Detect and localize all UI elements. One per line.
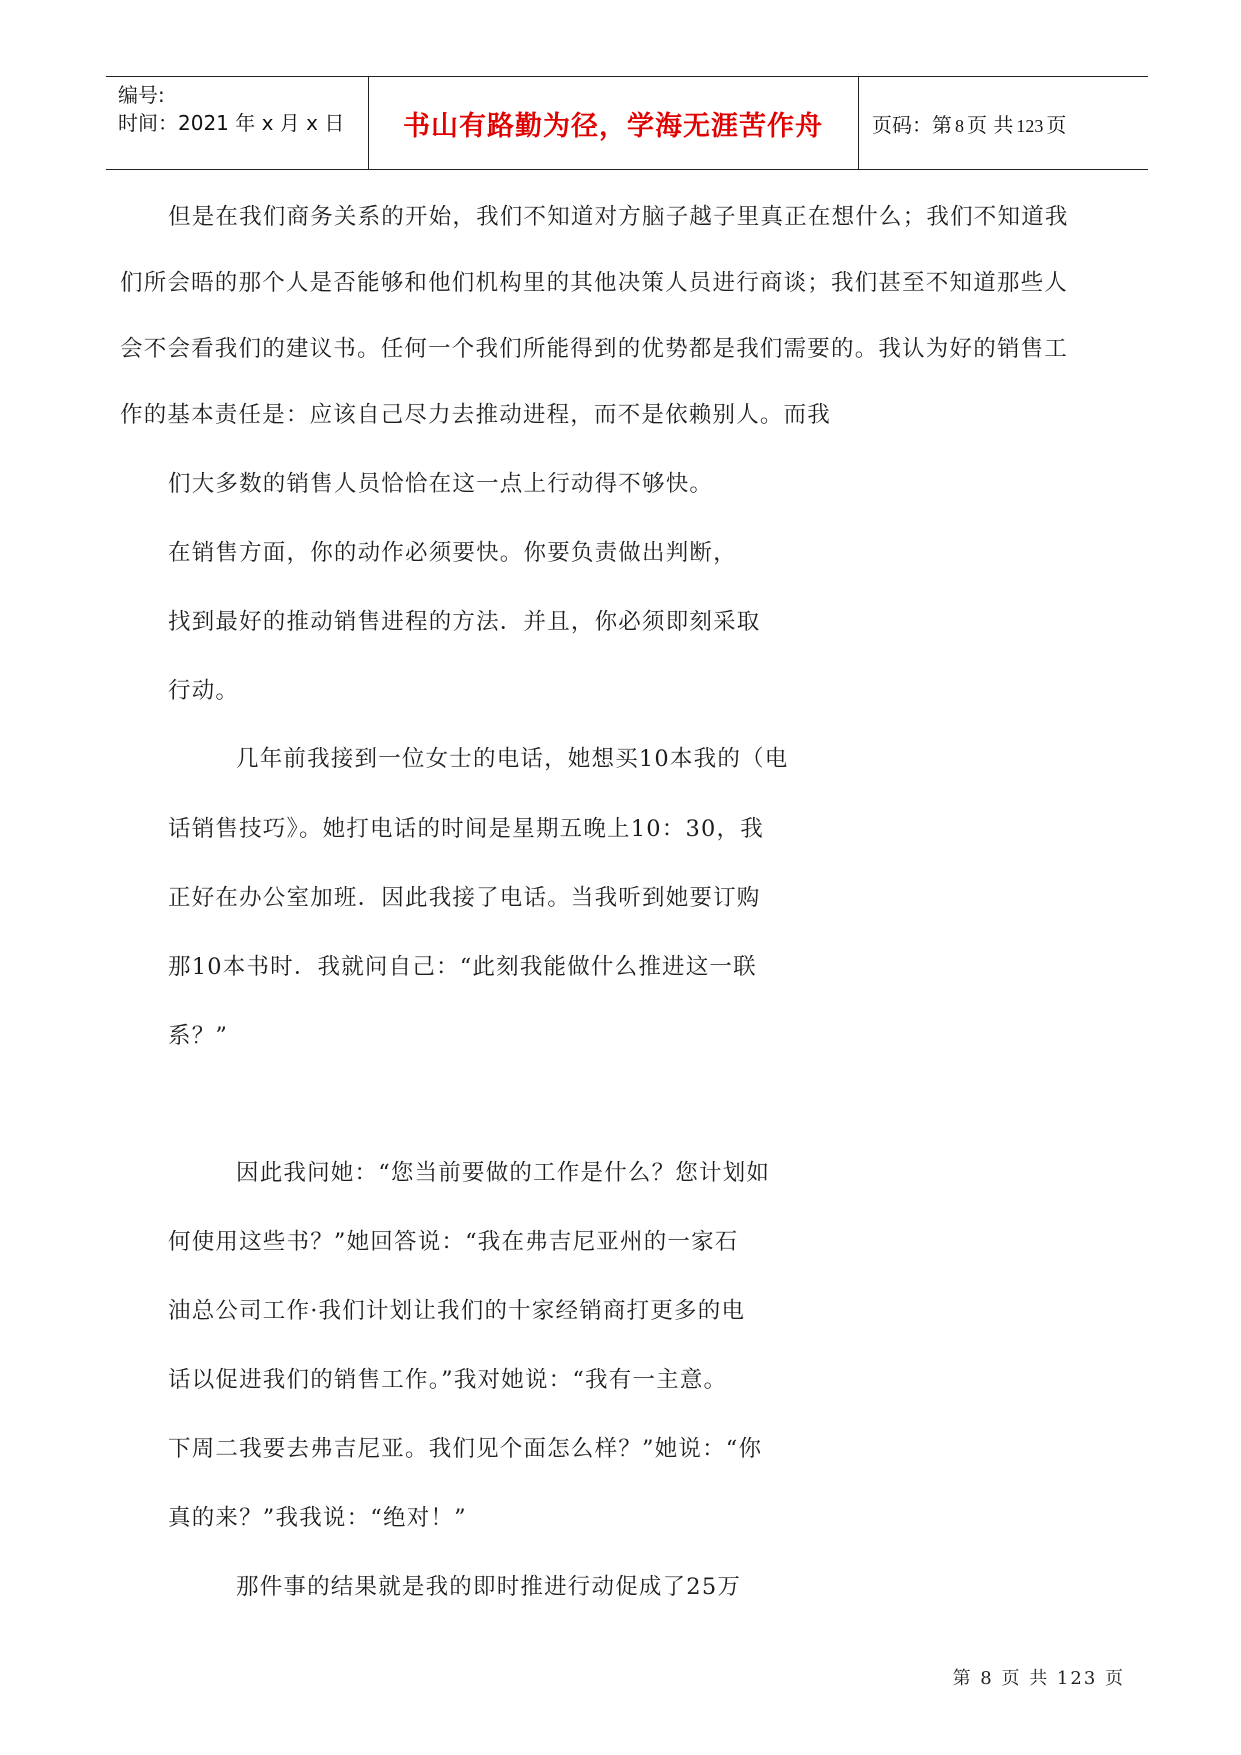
body-line: 真的来？”我我说：“绝对！” (168, 1505, 467, 1531)
page-current: 8 (955, 115, 964, 136)
page-footer: 第 8 页 共 123 页 (952, 1668, 1125, 1689)
body-line: 们大多数的销售人员恰恰在这一点上行动得不够快。 (168, 471, 714, 497)
header-page-cell (858, 77, 1148, 169)
body-line: 找到最好的推动销售进程的方法．并且，你必须即刻采取 (168, 609, 761, 635)
header-motto-cell (368, 77, 858, 169)
body-line: 会不会看我们的建议书。任何一个我们所能得到的优势都是我们需要的。我认为好的销售工 (120, 336, 1069, 362)
body-line: 系？” (168, 1023, 229, 1049)
body-line: 那10本书时．我就问自己：“此刻我能做什么推进这一联 (168, 954, 757, 980)
body-line: 因此我问她：“您当前要做的工作是什么？您计划如 (236, 1160, 771, 1186)
body-line: 下周二我要去弗吉尼亚。我们见个面怎么样？”她说：“你 (168, 1436, 763, 1462)
body-line: 话以促进我们的销售工作。”我对她说：“我有一主意。 (168, 1367, 728, 1393)
page-header (106, 76, 1148, 170)
body-line: 在销售方面，你的动作必须要快。你要负责做出判断， (168, 540, 737, 566)
header-motto: 书山有路勤为径，学海无涯苦作舟 (403, 110, 823, 142)
page-label-mid: 页 共 (967, 112, 1014, 137)
header-page-number (872, 109, 1066, 138)
body-line: 几年前我接到一位女士的电话，她想买10本我的（电 (236, 746, 789, 772)
body-line: 正好在办公室加班．因此我接了电话。当我听到她要订购 (168, 885, 761, 911)
header-info-cell (106, 77, 368, 169)
body-line: 行动。 (168, 678, 240, 704)
body-line: 油总公司工作·我们计划让我们的十家经销商打更多的电 (168, 1298, 746, 1324)
document-time-label: 时间：2021 年 x 月 x 日 (118, 111, 345, 135)
page-total: 123 (1016, 115, 1044, 136)
page-label-suffix: 页 (1046, 112, 1067, 137)
body-line: 但是在我们商务关系的开始，我们不知道对方脑子越子里真正在想什么；我们不知道我 (168, 204, 1069, 230)
body-line: 那件事的结果就是我的即时推进行动促成了25万 (236, 1574, 742, 1600)
body-line: 作的基本责任是：应该自己尽力去推动进程，而不是依赖别人。而我 (120, 402, 832, 428)
document-number-label: 编号: (118, 83, 165, 107)
body-line: 何使用这些书？”她回答说：“我在弗吉尼亚州的一家石 (168, 1229, 739, 1255)
page-label-prefix: 页码：第 (872, 112, 952, 137)
body-line: 们所会晤的那个人是否能够和他们机构里的其他决策人员进行商谈；我们甚至不知道那些人 (120, 270, 1069, 296)
body-line: 话销售技巧》。她打电话的时间是星期五晚上10：30，我 (168, 816, 764, 842)
